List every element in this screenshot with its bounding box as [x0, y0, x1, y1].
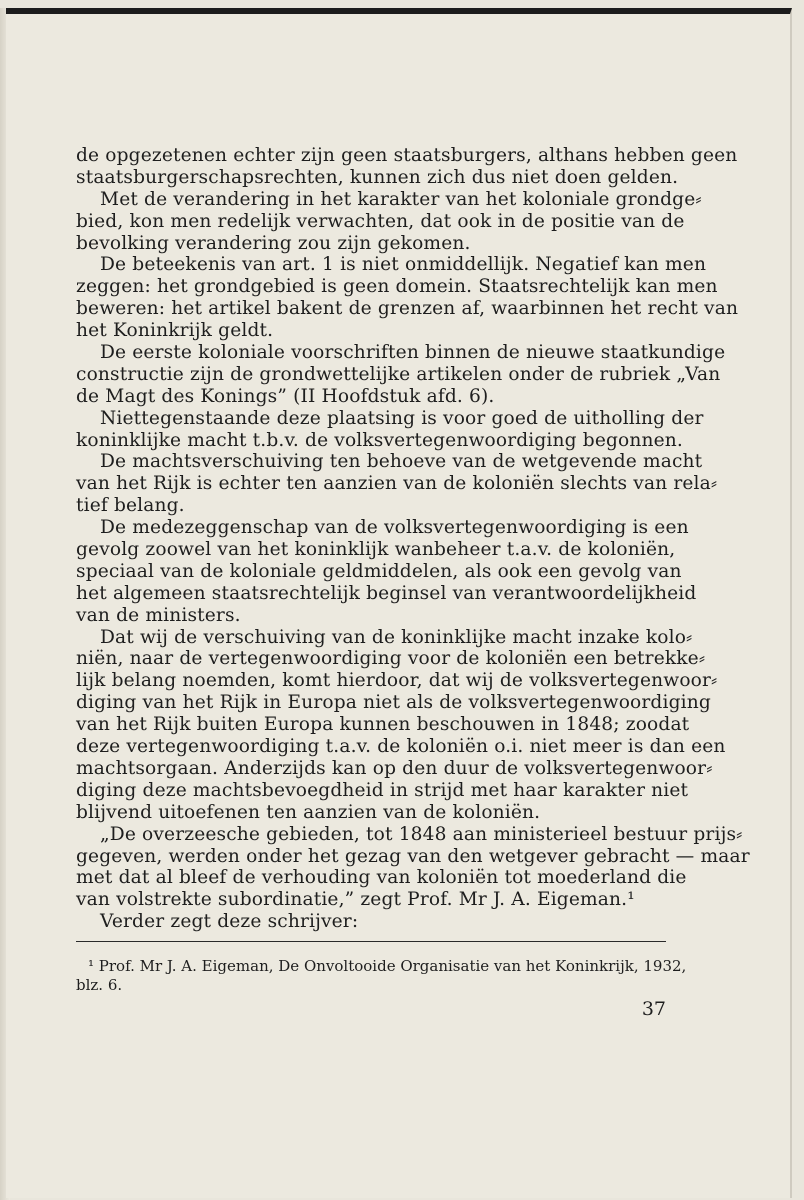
text-line: De medezeggenschap van de volksvertegenwoordiging is een — [100, 517, 689, 539]
footnote-line: blz. 6. — [76, 976, 123, 994]
text-line: diging van het Rijk in Europa niet als de volksvertegenwoordiging — [76, 692, 711, 714]
text-line: De beteekenis van art. 1 is niet onmiddellijk. Negatief kan men — [100, 254, 707, 276]
text-line: blijvend uitoefenen ten aanzien van de koloniën. — [76, 801, 541, 823]
text-line: gevolg zoowel van het koninklijk wanbeheer t.a.v. de koloniën, — [76, 539, 676, 561]
text-line: beweren: het artikel bakent de grenzen af, waarbinnen het recht van — [76, 298, 739, 320]
text-line: bied, kon men redelijk verwachten, dat ook in de positie van de — [76, 210, 685, 232]
text-line: van het Rijk is echter ten aanzien van de koloniën slechts van rela⸗ — [76, 473, 718, 495]
text-line: koninklijke macht t.b.v. de volksvertegenwoordiging begonnen. — [76, 429, 683, 451]
text-line: de Magt des Konings” (II Hoofdstuk afd. 6). — [76, 385, 495, 407]
body-text — [76, 145, 750, 933]
footnote-divider — [76, 941, 666, 942]
text-line: staatsburgerschapsrechten, kunnen zich dus niet doen gelden. — [76, 166, 679, 188]
text-line: Dat wij de verschuiving van de koninklijke macht inzake kolo⸗ — [100, 626, 693, 648]
text-line: bevolking verandering zou zijn gekomen. — [76, 232, 471, 254]
text-line: van de ministers. — [76, 604, 241, 626]
text-line: constructie zijn de grondwettelijke artikelen onder de rubriek „Van — [76, 363, 721, 385]
text-line: Verder zegt deze schrijver: — [100, 911, 359, 933]
text-line: het Koninkrijk geldt. — [76, 320, 274, 342]
text-line: speciaal van de koloniale geldmiddelen, als ook een gevolg van — [76, 560, 682, 582]
text-line: Met de verandering in het karakter van het koloniale grondge⸗ — [100, 188, 702, 210]
text-line: tief belang. — [76, 495, 185, 517]
text-line: van het Rijk buiten Europa kunnen beschouwen in 1848; zoodat — [76, 714, 690, 736]
text-line: het algemeen staatsrechtelijk beginsel van verantwoordelijkheid — [76, 582, 697, 604]
text-line: gegeven, werden onder het gezag van den wetgever gebracht — maar — [76, 845, 750, 867]
text-line: machtsorgaan. Anderzijds kan op den duur de volksvertegenwoor⸗ — [76, 757, 713, 779]
text-line: lijk belang noemden, komt hierdoor, dat wij de volksvertegenwoor⸗ — [76, 670, 718, 692]
footnote-line: ¹ Prof. Mr J. A. Eigeman, De Onvoltooide Organisatie van het Koninkrijk, 1932, — [88, 957, 687, 975]
footnote — [76, 957, 687, 995]
text-line: diging deze machtsbevoegdheid in strijd met haar karakter niet — [76, 779, 689, 801]
text-line: van volstrekte subordinatie,” zegt Prof. Mr J. A. Eigeman.¹ — [76, 889, 635, 911]
text-line: Niettegenstaande deze plaatsing is voor goed de uitholling der — [100, 407, 704, 429]
text-line: de opgezetenen echter zijn geen staatsburgers, althans hebben geen — [76, 145, 738, 166]
text-line: „De overzeesche gebieden, tot 1848 aan ministerieel bestuur prijs⸗ — [100, 823, 743, 845]
text-line: deze vertegenwoordiging t.a.v. de koloniën o.i. niet meer is dan een — [76, 736, 726, 758]
text-line: met dat al bleef de verhouding van koloniën tot moederland die — [76, 867, 687, 889]
text-line: De eerste koloniale voorschriften binnen de nieuwe staatkundige — [100, 342, 726, 364]
text-line: De machtsverschuiving ten behoeve van de wetgevende macht — [100, 451, 703, 473]
page-number: 37 — [641, 998, 666, 1020]
text-line: zeggen: het grondgebied is geen domein. Staatsrechtelijk kan men — [76, 276, 718, 298]
text-line: niën, naar de vertegenwoordiging voor de koloniën een betrekke⸗ — [76, 648, 706, 670]
